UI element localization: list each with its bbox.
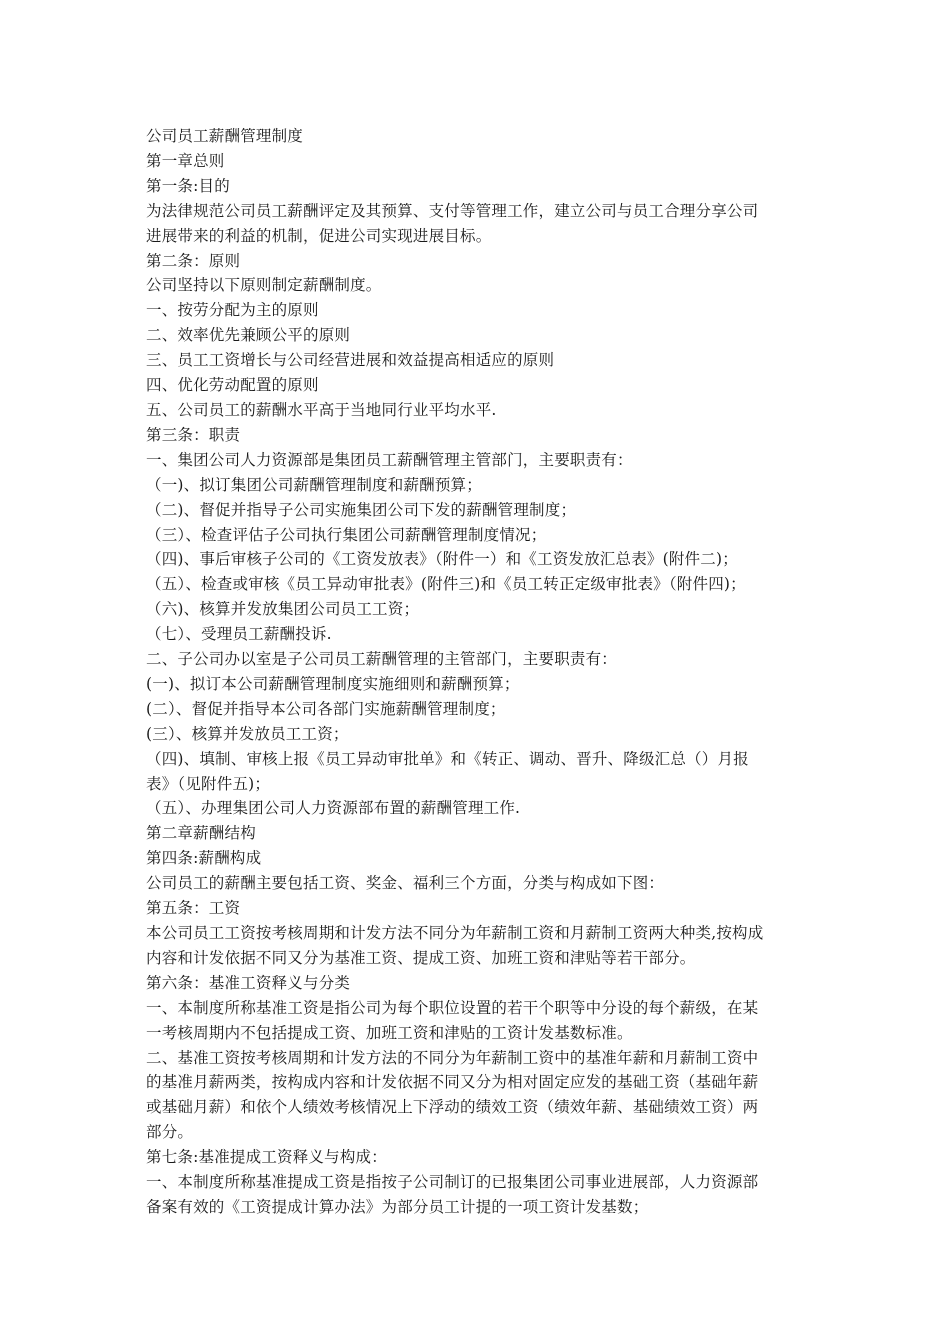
list-item: 三、员工工资增长与公司经营进展和效益提高相适应的原则 [146, 351, 555, 370]
text-line: 的基准月薪两类，按构成内容和计发依据不同又分为相对固定应发的基础工资（基础年薪 [146, 1073, 759, 1092]
text-line: 二、基准工资按考核周期和计发方法的不同分为年薪制工资中的基准年薪和月薪制工资中 [146, 1048, 759, 1067]
text-line: 二、子公司办以室是子公司员工薪酬管理的主管部门，主要职责有： [146, 650, 618, 669]
text-line: 备案有效的《工资提成计算办法》为部分员工计提的一项工资计发基数； [146, 1197, 649, 1216]
list-item: 表》（见附件五)； [146, 774, 271, 793]
text-line: 一、集团公司人力资源部是集团员工薪酬管理主管部门，主要职责有： [146, 450, 633, 469]
list-item: （五）、办理集团公司人力资源部布置的薪酬管理工作. [146, 799, 521, 818]
list-item: 二、效率优先兼顾公平的原则 [146, 326, 351, 345]
text-line: 进展带来的利益的机制，促进公司实现进展目标。 [146, 226, 492, 245]
list-item: (一)、拟订本公司薪酬管理制度实施细则和薪酬预算； [146, 674, 520, 693]
list-item: （四)、事后审核子公司的《工资发放表》（附件一）和《工资发放汇总表》(附件二)； [146, 550, 738, 569]
text-line: 公司员工的薪酬主要包括工资、奖金、福利三个方面，分类与构成如下图： [146, 874, 665, 893]
article-heading: 第二条：原则 [146, 251, 241, 270]
text-line: 一考核周期内不包括提成工资、加班工资和津贴的工资计发基数标准。 [146, 1023, 633, 1042]
article-heading: 第七条:基准提成工资释义与构成： [146, 1148, 387, 1167]
article-heading: 第五条：工资 [146, 899, 241, 918]
text-line: 一、本制度所称基准提成工资是指按子公司制订的已报集团公司事业进展部，人力资源部 [146, 1173, 759, 1192]
article-heading: 第四条:薪酬构成 [146, 849, 262, 868]
list-item: （一)、拟订集团公司薪酬管理制度和薪酬预算； [146, 475, 482, 494]
text-line: 部分。 [146, 1123, 194, 1142]
text-line: 公司坚持以下原则制定薪酬制度。 [146, 276, 382, 295]
article-heading: 第一条:目的 [146, 176, 230, 195]
document-title: 公司员工薪酬管理制度 [146, 127, 304, 145]
text-line: 本公司员工工资按考核周期和计发方法不同分为年薪制工资和月薪制工资两大种类,按构成 [146, 924, 764, 942]
text-line: 或基础月薪）和依个人绩效考核情况上下浮动的绩效工资（绩效年薪、基础绩效工资）两 [146, 1098, 759, 1117]
article-heading: 第三条：职责 [146, 425, 241, 444]
list-item: 四、优化劳动配置的原则 [146, 376, 319, 395]
document-page [146, 124, 806, 1220]
list-item: 一、按劳分配为主的原则 [146, 301, 319, 320]
text-line: 内容和计发依据不同又分为基准工资、提成工资、加班工资和津贴等若干部分。 [146, 948, 696, 967]
list-item: (二）、督促并指导本公司各部门实施薪酬管理制度； [146, 699, 506, 718]
text-line: 为法律规范公司员工薪酬评定及其预算、支付等管理工作，建立公司与员工合理分享公司 [146, 201, 759, 220]
list-item: （二)、督促并指导子公司实施集团公司下发的薪酬管理制度； [146, 500, 577, 519]
list-item: 五、公司员工的薪酬水平高于当地同行业平均水平. [146, 400, 497, 419]
list-item: （五）、检查或审核《员工异动审批表》(附件三)和《员工转正定级审批表》（附件四)； [146, 575, 746, 594]
list-item: （三）、检查评估子公司执行集团公司薪酬管理制度情况； [146, 525, 547, 544]
chapter-heading: 第二章薪酬结构 [146, 824, 256, 843]
article-heading: 第六条：基准工资释义与分类 [146, 973, 351, 992]
list-item: (三）、核算并发放员工工资； [146, 724, 349, 743]
list-item: （四)、填制、审核上报《员工异动审批单》和《转正、调动、晋升、降级汇总（）月报 [146, 749, 749, 768]
chapter-heading: 第一章总则 [146, 151, 225, 170]
list-item: （六)、核算并发放集团公司员工工资； [146, 600, 420, 619]
text-line: 一、本制度所称基准工资是指公司为每个职位设置的若干个职等中分设的每个薪级，在某 [146, 998, 759, 1017]
list-item: （七）、受理员工薪酬投诉. [146, 625, 332, 644]
